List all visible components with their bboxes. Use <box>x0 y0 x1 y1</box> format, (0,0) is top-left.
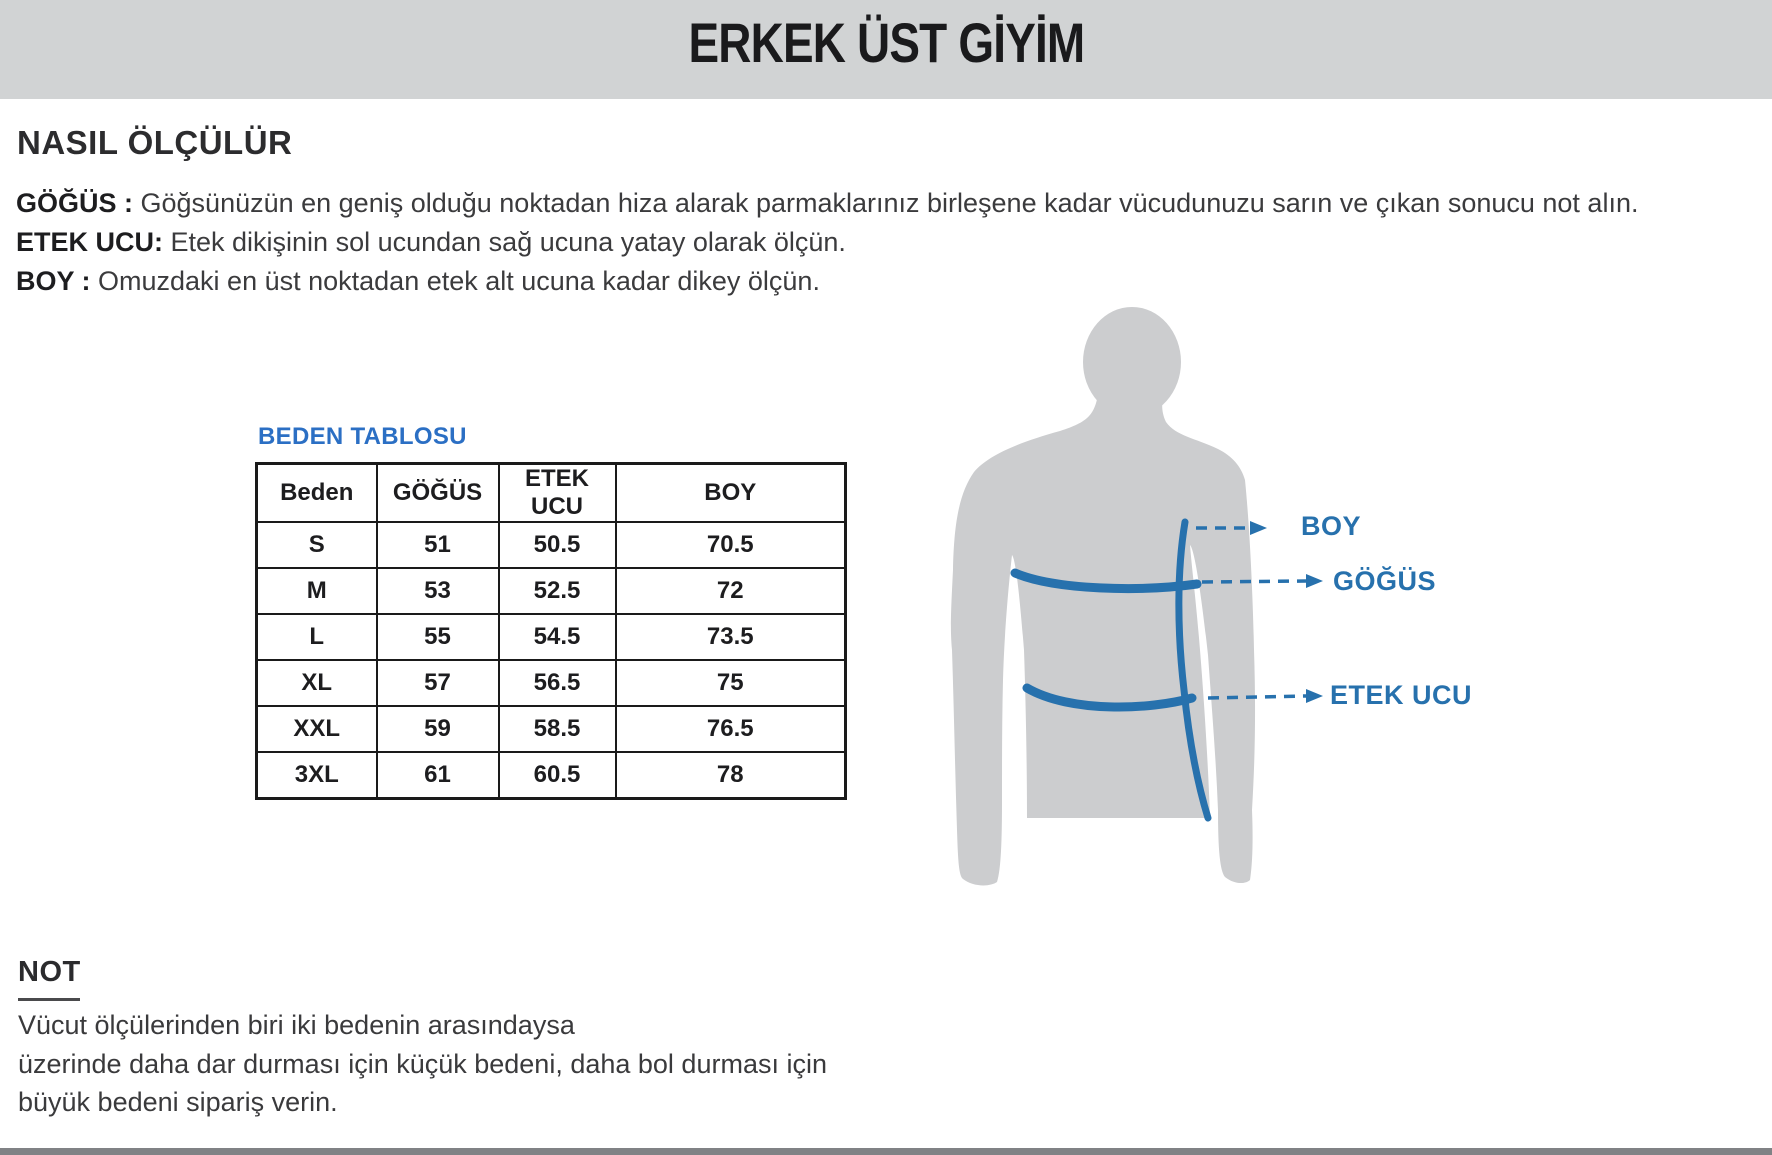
header-bar <box>0 0 1772 99</box>
note-heading: NOT <box>18 956 81 988</box>
measure-desc-etek-ucu: Etek dikişinin sol ucundan sağ ucuna yatay olarak ölçün. <box>170 227 846 257</box>
cell-etek-ucu: 52.5 <box>499 568 616 614</box>
measure-line-boy <box>16 262 1766 301</box>
arrowheads <box>1250 521 1323 703</box>
cell-gogus: 55 <box>377 614 499 660</box>
cell-boy: 75 <box>616 660 846 706</box>
cell-boy: 70.5 <box>616 522 846 568</box>
cell-gogus: 59 <box>377 706 499 752</box>
body-measurement-diagram <box>940 270 1500 930</box>
cell-boy: 78 <box>616 752 846 799</box>
table-row <box>257 752 846 799</box>
size-table-header-row <box>257 464 846 523</box>
measure-instructions <box>16 184 1766 301</box>
cell-gogus: 61 <box>377 752 499 799</box>
gogus-arrowhead <box>1306 574 1323 588</box>
diagram-label-boy: BOY <box>1301 511 1362 541</box>
cell-etek-ucu: 56.5 <box>499 660 616 706</box>
diagram-label-etek-ucu: ETEK UCU <box>1330 680 1473 710</box>
table-row <box>257 660 846 706</box>
table-row <box>257 706 846 752</box>
cell-size: 3XL <box>257 752 377 799</box>
column-header-boy: BOY <box>616 464 846 523</box>
cell-size: S <box>257 522 377 568</box>
cell-gogus: 51 <box>377 522 499 568</box>
page-title: ERKEK ÜST GİYİM <box>688 11 1084 74</box>
size-table <box>255 462 847 800</box>
table-row <box>257 522 846 568</box>
note-line: büyük bedeni sipariş verin. <box>18 1087 338 1117</box>
measure-line-etek-ucu <box>16 223 1766 262</box>
cell-gogus: 53 <box>377 568 499 614</box>
note-heading-underline <box>18 998 80 1001</box>
cell-boy: 72 <box>616 568 846 614</box>
note-line: üzerinde daha dar durması için küçük bedeni, daha bol durması için <box>18 1048 827 1079</box>
table-row <box>257 614 846 660</box>
column-header-etek-ucu: ETEK UCU <box>499 464 616 523</box>
how-to-measure-heading: NASIL ÖLÇÜLÜR <box>17 124 293 161</box>
measure-term-etek-ucu: ETEK UCU: <box>16 227 171 257</box>
measure-term-boy: BOY : <box>16 266 99 296</box>
diagram-label-gogus: GÖĞÜS <box>1333 566 1437 596</box>
column-header-beden: Beden <box>257 464 377 523</box>
size-table-label: BEDEN TABLOSU <box>258 423 467 450</box>
cell-etek-ucu: 54.5 <box>499 614 616 660</box>
cell-size: XXL <box>257 706 377 752</box>
column-header-gogus: GÖĞÜS <box>377 464 499 523</box>
table-row <box>257 568 846 614</box>
etek-ucu-arrowhead <box>1306 689 1323 703</box>
measure-desc-gogus: Göğsünüzün en geniş olduğu noktadan hiza alarak parmaklarınız birleşene kadar vücudunuzu sarın ve çıkan sonucu not alın. <box>140 188 1639 218</box>
note-line: Vücut ölçülerinden biri iki bedenin arasındaysa <box>18 1010 575 1040</box>
measure-line-gogus <box>16 184 1766 223</box>
boy-arrowhead <box>1250 521 1267 535</box>
male-torso-silhouette <box>951 307 1255 885</box>
cell-boy: 73.5 <box>616 614 846 660</box>
bottom-divider-bar <box>0 1148 1772 1155</box>
cell-etek-ucu: 60.5 <box>499 752 616 799</box>
note-text <box>18 1006 1018 1122</box>
cell-etek-ucu: 58.5 <box>499 706 616 752</box>
cell-gogus: 57 <box>377 660 499 706</box>
cell-size: M <box>257 568 377 614</box>
cell-boy: 76.5 <box>616 706 846 752</box>
measure-term-gogus: GÖĞÜS : <box>16 188 141 218</box>
cell-size: XL <box>257 660 377 706</box>
measure-desc-boy: Omuzdaki en üst noktadan etek alt ucuna kadar dikey ölçün. <box>98 266 820 296</box>
cell-etek-ucu: 50.5 <box>499 522 616 568</box>
cell-size: L <box>257 614 377 660</box>
